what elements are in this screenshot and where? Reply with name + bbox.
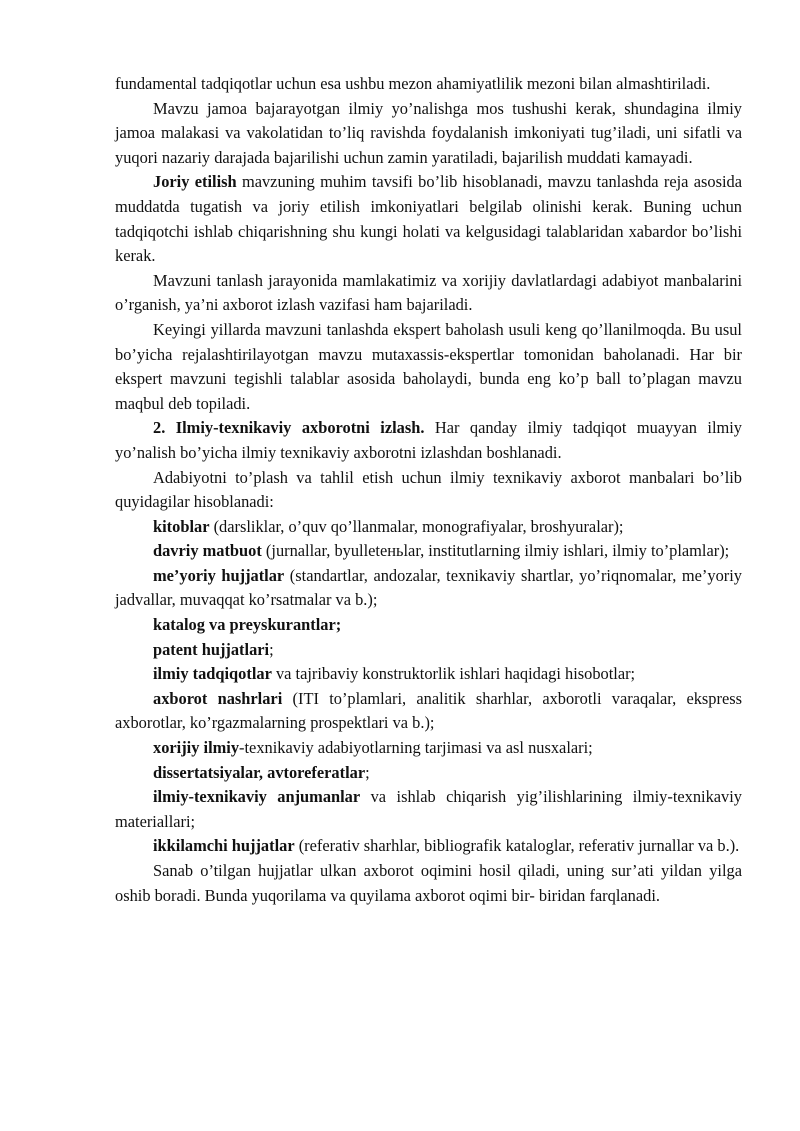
paragraph-text: Mavzu jamoa bajarayotgan ilmiy yo’nalishga mos tushushi kerak, shundagina ilmiy jamoa malakasi va vakolatidan to’liq ravishda foydalanish imkoniyati tug’iladi, uni sifatli va yuqori nazariy darajada bajarilishi uchun zamin yaratiladi, bajarilish muddati kamayadi. <box>115 98 742 167</box>
paragraph <box>115 613 742 638</box>
paragraph-text: mavzuning muhim tavsifi bo’lib hisoblanadi, mavzu tanlashda reja asosida muddatda tugatish va joriy etilish imkoniyatlari belgilab olinishi kerak. Buning uchun tadqiqotchi ishlab chiqarishning shu kungi holati va kelgusidagi talablaridan xabardor bo’lishi kerak. <box>115 172 743 266</box>
paragraph <box>115 318 742 416</box>
paragraph-text: (standartlar, andozalar, texnikaviy shartlar, yo’riqnomalar, me’yoriy jadvallar, muvaqqat ko’rsatmalar va b.); <box>115 565 742 610</box>
paragraph <box>115 97 742 171</box>
paragraph <box>115 466 742 515</box>
paragraph <box>115 834 742 859</box>
paragraph-text: va tajribaviy konstruktorlik ishlari haqidagi hisobotlar; <box>271 664 636 684</box>
paragraph <box>115 416 742 465</box>
paragraph <box>115 564 742 613</box>
paragraph-text: Keyingi yillarda mavzuni tanlashda ekspert baholash usuli keng qo’llanilmoqda. Bu usul bo’yicha rejalashtirilayotgan mavzu mutaxassis-ekspertlar tomonidan baholanadi. Har bir ekspert mavzuni tegishli talablar asosida baholaydi, bunda eng ko’p ball to’plagan mavzu maqbul deb topiladi. <box>115 319 742 413</box>
bold-term: davriy matbuot <box>153 541 262 561</box>
bold-term: ikkilamchi hujjatlar <box>153 836 295 856</box>
paragraph-text: va ishlab chiqarish yig’ilishlarining ilmiy-texnikaviy materiallari; <box>115 787 743 831</box>
paragraph <box>115 687 742 736</box>
paragraph-text: Har qanday ilmiy tadqiqot muayyan ilmiy yo’nalish bo’yicha ilmiy texnikaviy axborotni izlashdan boshlanadi. <box>115 418 742 462</box>
paragraph-text: (jurnallar, byulleteньlar, institutlarning ilmiy ishlari, ilmiy to’plamlar); <box>261 541 730 561</box>
paragraph-text: -texnikaviy adabiyotlarning tarjimasi va asl nusxalari; <box>239 738 593 758</box>
bold-term: ilmiy tadqiqotlar <box>153 664 272 684</box>
bold-term: dissertatsiyalar, avtoreferatlar <box>153 762 366 782</box>
paragraph-text: Mavzuni tanlash jarayonida mamlakatimiz va xorijiy davlatlardagi adabiyot manbalarini o’rganish, ya’ni axborot izlash vazifasi ham bajariladi. <box>115 270 742 315</box>
paragraph-text: ; <box>365 762 370 782</box>
paragraph <box>115 662 742 687</box>
paragraph <box>115 515 742 540</box>
bold-term: kitoblar <box>153 516 210 536</box>
paragraph <box>115 269 742 318</box>
paragraph <box>115 859 742 908</box>
bold-term: patent hujjatlari <box>153 639 270 659</box>
paragraph-text: (darsliklar, o’quv qo’llanmalar, monografiyalar, broshyuralar); <box>209 516 624 536</box>
paragraph-text: ; <box>269 639 274 659</box>
paragraph <box>115 72 742 97</box>
paragraph <box>115 736 742 761</box>
bold-term: ilmiy-texnikaviy anjumanlar <box>153 787 361 807</box>
paragraph-text: Sanab o’tilgan hujjatlar ulkan axborot oqimini hosil qiladi, uning sur’ati yildan yilga oshib boradi. Bunda yuqorilama va quyilama axborot oqimi bir- biridan farqlanadi. <box>115 861 742 905</box>
paragraph-text: (referativ sharhlar, bibliografik kataloglar, referativ jurnallar va b.). <box>294 836 740 856</box>
paragraph <box>115 170 742 268</box>
bold-term: Joriy etilish <box>153 172 237 192</box>
paragraph <box>115 785 742 834</box>
document-page <box>115 72 742 908</box>
bold-term: me’yoriy hujjatlar <box>153 565 285 585</box>
bold-term: axborot nashrlari <box>153 688 283 708</box>
paragraph <box>115 539 742 564</box>
paragraph-text: (ITI to’plamlari, analitik sharhlar, axborotli varaqalar, ekspress axborotlar, ko’rgazmalarning prospektlari va b.); <box>115 688 742 733</box>
paragraph-text: fundamental tadqiqotlar uchun esa ushbu mezon ahamiyatlilik mezoni bilan almashtiriladi. <box>115 74 711 93</box>
paragraph-text: Adabiyotni to’plash va tahlil etish uchun ilmiy texnikaviy axborot manbalari bo’lib quyidagilar hisoblanadi: <box>115 467 742 512</box>
paragraph <box>115 761 742 786</box>
bold-term: 2. Ilmiy-texnikaviy axborotni izlash. <box>153 418 425 438</box>
paragraph <box>115 638 742 663</box>
bold-term: katalog va preyskurantlar; <box>153 615 342 635</box>
bold-term: xorijiy ilmiy <box>153 738 240 758</box>
